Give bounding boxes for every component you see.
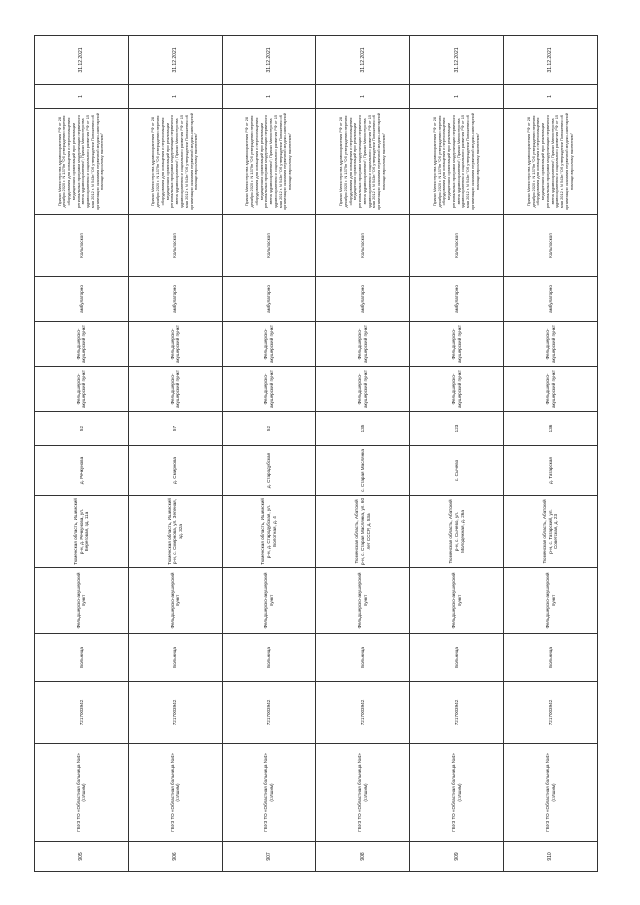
table-row [222, 36, 316, 872]
inn-code: 7217003942 [128, 682, 222, 744]
rotated-table-wrapper [34, 36, 598, 872]
fap-type: Фельдшерско-акушерский пункт [222, 367, 316, 412]
legal-basis: Приказ Министерства здравоохранения РФ от 28 декабря 2020 г. N 1379н "Об утверждении перечня оборудования для оснащения и переоснащения медицинских организаций при реализации региональных программ модернизации первичного звена здравоохранения"; Приказ Министерства здравоохранения и социального развития РФ от 15 мая 2012 г. N 543н "Об утверждении Положения об организации оказания первичной медико-санитарной помощи взрослому населению" [35, 109, 129, 215]
population: 52 [222, 412, 316, 446]
address: Тюменская область, Ишимский р-н, д. Стародубская, ул. Болотная, д. 4 [222, 496, 316, 568]
quantity: 1 [128, 85, 222, 109]
organization-name: ГБУЗ ТО «Областная больница №4» (г.Ишим) [35, 744, 129, 842]
quantity: 1 [35, 85, 129, 109]
fap-type: Фельдшерско-акушерский пункт [128, 367, 222, 412]
equipment-name: Кольпоскоп [410, 215, 504, 277]
row-number: 905 [35, 842, 129, 872]
inn-code: 7217003942 [410, 682, 504, 744]
fap-type: Фельдшерско-акушерский пункт [410, 367, 504, 412]
population: 123 [410, 412, 504, 446]
address: Тюменская область, Ишимский р-н, с. Смирнова, ул. Зеленая, зд. 32а [128, 496, 222, 568]
unit-name: Фельдшерско-акушерский пункт [316, 568, 410, 634]
table-row [504, 36, 598, 872]
address: Тюменская область, Ишимский р-н, д. Речкунова, ул. Береговая, зд. 11а [35, 496, 129, 568]
address: Тюменская область, Абатский р-н, с. Старая Маслянка, ул. 60 лет СССР, д. 53а [316, 496, 410, 568]
equipment-table [34, 35, 598, 872]
fap-subtype: Фельдшерско-акушерский пункт [504, 322, 598, 367]
facility-type: Больница [410, 634, 504, 682]
quantity: 1 [316, 85, 410, 109]
legal-basis: Приказ Министерства здравоохранения РФ от 28 декабря 2020 г. N 1379н "Об утверждении перечня оборудования для оснащения и переоснащения медицинских организаций при реализации региональных программ модернизации первичного звена здравоохранения"; Приказ Министерства здравоохранения и социального развития РФ от 15 мая 2012 г. N 543н "Об утверждении Положения об организации оказания первичной медико-санитарной помощи взрослому населению" [504, 109, 598, 215]
fap-subtype: Фельдшерско-акушерский пункт [35, 322, 129, 367]
organization-name: ГБУЗ ТО «Областная больница №4» (г.Ишим) [504, 744, 598, 842]
deadline-date: 31.12.2021 [35, 36, 129, 85]
inn-code: 7217003942 [35, 682, 129, 744]
equipment-name: Кольпоскоп [128, 215, 222, 277]
deadline-date: 31.12.2021 [410, 36, 504, 85]
population: 52 [35, 412, 129, 446]
unit-name: Фельдшерско-акушерский пункт [128, 568, 222, 634]
fap-type: Фельдшерско-акушерский пункт [504, 367, 598, 412]
care-form: амбулаторно [222, 277, 316, 322]
fap-subtype: Фельдшерско-акушерский пункт [128, 322, 222, 367]
unit-name: Фельдшерско-акушерский пункт [504, 568, 598, 634]
locality: д. Речкунова [35, 446, 129, 496]
care-form: амбулаторно [35, 277, 129, 322]
care-form: амбулаторно [504, 277, 598, 322]
organization-name: ГБУЗ ТО «Областная больница №4» (г.Ишим) [222, 744, 316, 842]
equipment-name: Кольпоскоп [35, 215, 129, 277]
equipment-name: Кольпоскоп [504, 215, 598, 277]
facility-type: Больница [504, 634, 598, 682]
row-number: 910 [504, 842, 598, 872]
equipment-name: Кольпоскоп [222, 215, 316, 277]
locality: д. Смирнова [128, 446, 222, 496]
equipment-name: Кольпоскоп [316, 215, 410, 277]
fap-type: Фельдшерско-акушерский пункт [316, 367, 410, 412]
locality: д. Стародубская [222, 446, 316, 496]
quantity: 1 [504, 85, 598, 109]
fap-subtype: Фельдшерско-акушерский пункт [316, 322, 410, 367]
unit-name: Фельдшерско-акушерский пункт [410, 568, 504, 634]
care-form: амбулаторно [316, 277, 410, 322]
table-row [128, 36, 222, 872]
fap-subtype: Фельдшерско-акушерский пункт [222, 322, 316, 367]
deadline-date: 31.12.2021 [504, 36, 598, 85]
legal-basis: Приказ Министерства здравоохранения РФ от 28 декабря 2020 г. N 1379н "Об утверждении перечня оборудования для оснащения и переоснащения медицинских организаций при реализации региональных программ модернизации первичного звена здравоохранения"; Приказ Министерства здравоохранения и социального развития РФ от 15 мая 2012 г. N 543н "Об утверждении Положения об организации оказания первичной медико-санитарной помощи взрослому населению" [410, 109, 504, 215]
care-form: амбулаторно [410, 277, 504, 322]
quantity: 1 [222, 85, 316, 109]
facility-type: Больница [316, 634, 410, 682]
quantity: 1 [410, 85, 504, 109]
inn-code: 7217003942 [504, 682, 598, 744]
organization-name: ГБУЗ ТО «Областная больница №4» (г.Ишим) [410, 744, 504, 842]
row-number: 909 [410, 842, 504, 872]
population: 136 [504, 412, 598, 446]
population: 57 [128, 412, 222, 446]
table-row [35, 36, 129, 872]
care-form: амбулаторно [128, 277, 222, 322]
unit-name: Фельдшерско-акушерский пункт [35, 568, 129, 634]
fap-subtype: Фельдшерско-акушерский пункт [410, 322, 504, 367]
row-number: 907 [222, 842, 316, 872]
organization-name: ГБУЗ ТО «Областная больница №4» (г.Ишим) [128, 744, 222, 842]
organization-name: ГБУЗ ТО «Областная больница №4» (г.Ишим) [316, 744, 410, 842]
inn-code: 7217003942 [316, 682, 410, 744]
facility-type: Больница [35, 634, 129, 682]
deadline-date: 31.12.2021 [222, 36, 316, 85]
address: Тюменская область, Абатский р-н, с. Татарский, ул. Советская, д. 23 [504, 496, 598, 568]
facility-type: Больница [222, 634, 316, 682]
address: Тюменская область, Абатский р-н, с. Сычево, ул. Молодежная, д. 26а [410, 496, 504, 568]
fap-type: Фельдшерско-акушерский пункт [35, 367, 129, 412]
row-number: 908 [316, 842, 410, 872]
locality: с. Сычево [410, 446, 504, 496]
table-row [410, 36, 504, 872]
table-row [316, 36, 410, 872]
deadline-date: 31.12.2021 [316, 36, 410, 85]
legal-basis: Приказ Министерства здравоохранения РФ от 28 декабря 2020 г. N 1379н "Об утверждении перечня оборудования для оснащения и переоснащения медицинских организаций при реализации региональных программ модернизации первичного звена здравоохранения"; Приказ Министерства здравоохранения и социального развития РФ от 15 мая 2012 г. N 543н "Об утверждении Положения об организации оказания первичной медико-санитарной помощи взрослому населению" [128, 109, 222, 215]
inn-code: 7217003942 [222, 682, 316, 744]
locality: с. Старая Маслянка [316, 446, 410, 496]
facility-type: Больница [128, 634, 222, 682]
row-number: 906 [128, 842, 222, 872]
deadline-date: 31.12.2021 [128, 36, 222, 85]
legal-basis: Приказ Министерства здравоохранения РФ от 28 декабря 2020 г. N 1379н "Об утверждении перечня оборудования для оснащения и переоснащения медицинских организаций при реализации региональных программ модернизации первичного звена здравоохранения"; Приказ Министерства здравоохранения и социального развития РФ от 15 мая 2012 г. N 543н "Об утверждении Положения об организации оказания первичной медико-санитарной помощи взрослому населению" [316, 109, 410, 215]
unit-name: Фельдшерско-акушерский пункт [222, 568, 316, 634]
legal-basis: Приказ Министерства здравоохранения РФ от 28 декабря 2020 г. N 1379н "Об утверждении перечня оборудования для оснащения и переоснащения медицинских организаций при реализации региональных программ модернизации первичного звена здравоохранения"; Приказ Министерства здравоохранения и социального развития РФ от 15 мая 2012 г. N 543н "Об утверждении Положения об организации оказания первичной медико-санитарной помощи взрослому населению" [222, 109, 316, 215]
population: 135 [316, 412, 410, 446]
locality: д. Татарская [504, 446, 598, 496]
